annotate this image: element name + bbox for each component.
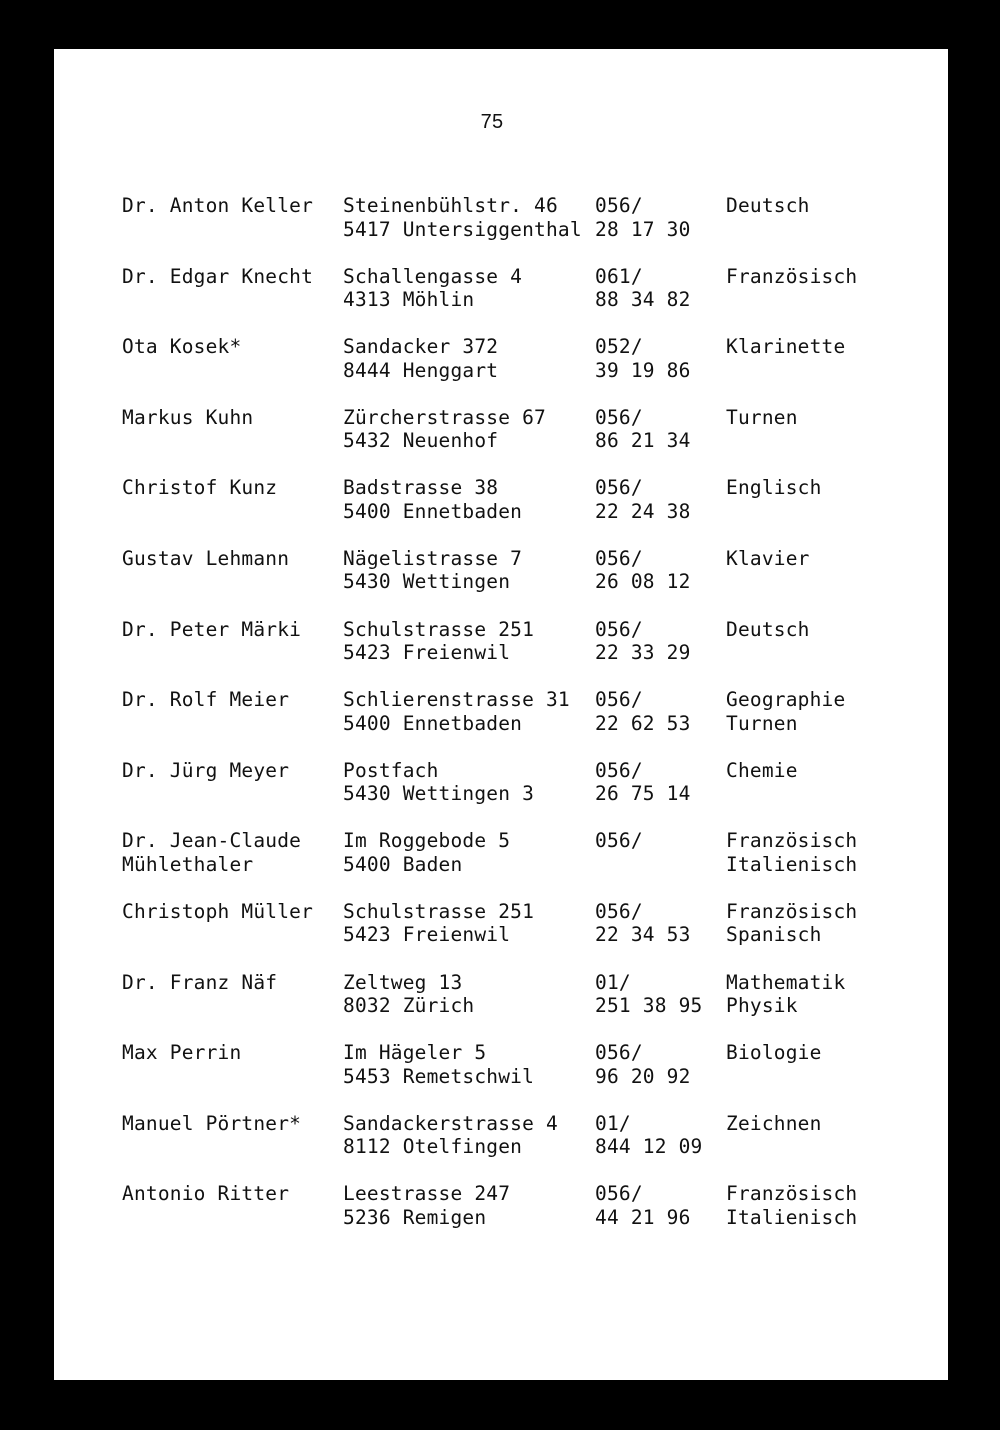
entry-subject: Deutsch (726, 617, 810, 641)
entry-street: Schulstrasse 251 (343, 899, 535, 923)
entry-area-code: 056/ (595, 1182, 643, 1206)
entry-phone: 22 24 38 (595, 499, 691, 523)
entry-phone: 22 62 53 (595, 711, 691, 735)
entry-phone: 86 21 34 (595, 429, 691, 453)
entry-city: 5430 Wettingen (343, 570, 511, 594)
entry-name: Christof Kunz (122, 476, 278, 500)
entry-area-code: 056/ (595, 1041, 643, 1065)
entry-subject: Französisch (726, 829, 858, 853)
directory-entry (122, 618, 922, 689)
entry-name: Gustav Lehmann (122, 546, 290, 570)
entry-name-continued: Mühlethaler (122, 852, 254, 876)
entry-phone: 26 75 14 (595, 782, 691, 806)
entry-name: Antonio Ritter (122, 1182, 290, 1206)
entry-subject: Mathematik (726, 970, 846, 994)
entry-area-code: 056/ (595, 758, 643, 782)
entry-name: Dr. Anton Keller (122, 194, 314, 217)
entry-subject: Französisch (726, 899, 858, 923)
entry-area-code: 01/ (595, 970, 631, 994)
entry-city: 5423 Freienwil (343, 641, 511, 665)
entry-subject: Englisch (726, 476, 822, 500)
entry-area-code: 056/ (595, 617, 643, 641)
entry-area-code: 056/ (595, 405, 643, 429)
entry-subject: Chemie (726, 758, 798, 782)
directory-entry (122, 900, 922, 971)
entry-subject: Französisch (726, 1182, 858, 1206)
directory-entry (122, 265, 922, 336)
entry-phone: 26 08 12 (595, 570, 691, 594)
entry-name: Ota Kosek* (122, 335, 242, 359)
entry-name: Dr. Jean-Claude (122, 829, 302, 853)
entry-street: Postfach (343, 758, 439, 782)
entry-phone: 22 34 53 (595, 923, 691, 947)
entry-subject-second: Italienisch (726, 852, 858, 876)
entry-name: Dr. Edgar Knecht (122, 264, 314, 288)
entry-subject-second: Turnen (726, 711, 798, 735)
entry-phone: 251 38 95 (595, 994, 703, 1018)
entry-street: Zürcherstrasse 67 (343, 405, 546, 429)
entry-street: Sandackerstrasse 4 (343, 1111, 558, 1135)
entry-name: Christoph Müller (122, 899, 314, 923)
directory-entry (122, 971, 922, 1042)
entry-phone: 844 12 09 (595, 1135, 703, 1159)
entry-subject: Klarinette (726, 335, 846, 359)
entry-area-code: 056/ (595, 829, 643, 853)
entry-subject: Biologie (726, 1041, 822, 1065)
entry-street: Leestrasse 247 (343, 1182, 511, 1206)
entry-phone: 96 20 92 (595, 1064, 691, 1088)
entry-phone: 28 17 30 (595, 217, 691, 241)
entry-phone: 39 19 86 (595, 358, 691, 382)
entry-city: 5400 Baden (343, 852, 463, 876)
entry-area-code: 056/ (595, 476, 643, 500)
entry-area-code: 056/ (595, 899, 643, 923)
entry-name: Dr. Peter Märki (122, 617, 302, 641)
entry-street: Schulstrasse 251 (343, 617, 535, 641)
entry-name: Max Perrin (122, 1041, 242, 1065)
entry-street: Sandacker 372 (343, 335, 499, 359)
directory-entry (122, 688, 922, 759)
entry-street: Schallengasse 4 (343, 264, 523, 288)
document-page (54, 49, 948, 1380)
entry-city: 8112 Otelfingen (343, 1135, 523, 1159)
entry-subject: Französisch (726, 264, 858, 288)
entry-city: 5236 Remigen (343, 1205, 487, 1229)
entry-city: 5400 Ennetbaden (343, 711, 523, 735)
entry-street: Zeltweg 13 (343, 970, 463, 994)
entry-street: Im Roggebode 5 (343, 829, 511, 853)
entry-area-code: 052/ (595, 335, 643, 359)
directory-entry (122, 194, 922, 265)
entry-name: Dr. Franz Näf (122, 970, 278, 994)
entry-city: 5400 Ennetbaden (343, 499, 523, 523)
entry-street: Schlierenstrasse 31 (343, 688, 570, 712)
entry-city: 5453 Remetschwil (343, 1064, 535, 1088)
entry-subject: Deutsch (726, 194, 810, 217)
entry-street: Nägelistrasse 7 (343, 546, 523, 570)
entry-city: 8444 Henggart (343, 358, 499, 382)
directory-entry (122, 335, 922, 406)
directory-entry (122, 406, 922, 477)
entry-city: 5432 Neuenhof (343, 429, 499, 453)
directory-entry (122, 1182, 922, 1253)
entry-name: Dr. Rolf Meier (122, 688, 290, 712)
directory-entry (122, 829, 922, 900)
entry-city: 4313 Möhlin (343, 288, 475, 312)
entry-name: Manuel Pörtner* (122, 1111, 302, 1135)
entry-subject-second: Physik (726, 994, 798, 1018)
entry-area-code: 01/ (595, 1111, 631, 1135)
entry-street: Badstrasse 38 (343, 476, 499, 500)
directory-entry (122, 476, 922, 547)
entry-subject: Klavier (726, 546, 810, 570)
entry-area-code: 056/ (595, 546, 643, 570)
entry-area-code: 061/ (595, 264, 643, 288)
entry-city: 5417 Untersiggenthal (343, 217, 582, 241)
entry-street: Steinenbühlstr. 46 (343, 194, 558, 217)
entry-name: Markus Kuhn (122, 405, 254, 429)
entry-subject: Zeichnen (726, 1111, 822, 1135)
entry-area-code: 056/ (595, 194, 643, 217)
entry-subject-second: Spanisch (726, 923, 822, 947)
directory-list (122, 194, 922, 1253)
entry-subject: Geographie (726, 688, 846, 712)
directory-entry (122, 1112, 922, 1183)
entry-phone: 22 33 29 (595, 641, 691, 665)
entry-city: 5423 Freienwil (343, 923, 511, 947)
directory-entry (122, 1041, 922, 1112)
entry-phone: 88 34 82 (595, 288, 691, 312)
entry-city: 5430 Wettingen 3 (343, 782, 535, 806)
entry-name: Dr. Jürg Meyer (122, 758, 290, 782)
entry-area-code: 056/ (595, 688, 643, 712)
directory-entry (122, 547, 922, 618)
entry-subject: Turnen (726, 405, 798, 429)
entry-phone: 44 21 96 (595, 1205, 691, 1229)
entry-street: Im Hägeler 5 (343, 1041, 487, 1065)
entry-city: 8032 Zürich (343, 994, 475, 1018)
entry-subject-second: Italienisch (726, 1205, 858, 1229)
page-number: 75 (480, 111, 504, 133)
directory-entry (122, 759, 922, 830)
